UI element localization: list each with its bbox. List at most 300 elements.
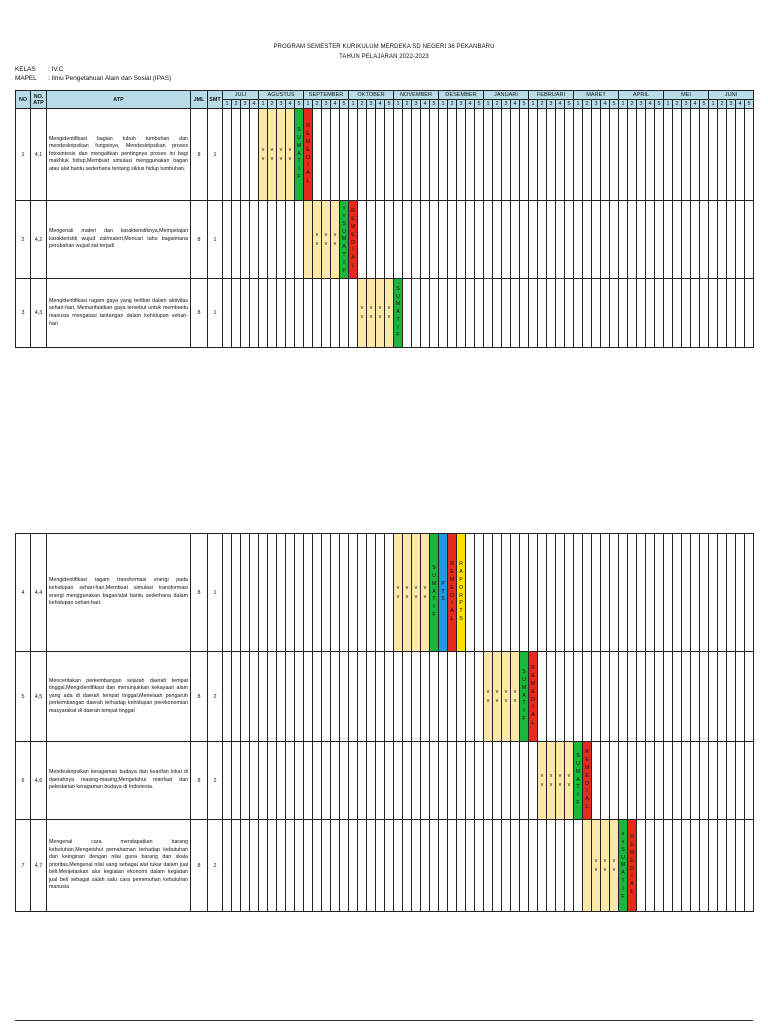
schedule-cell	[736, 279, 745, 348]
schedule-cell	[502, 279, 511, 348]
schedule-cell	[610, 742, 619, 820]
row-atp-number: 4,7	[31, 820, 47, 912]
schedule-cell-marked	[592, 820, 601, 912]
schedule-cell	[592, 652, 601, 742]
week-header: 1	[709, 100, 718, 109]
schedule-cell	[565, 652, 574, 742]
check-mark: v v	[279, 146, 283, 162]
week-header: 1	[664, 100, 673, 109]
schedule-cell	[304, 652, 313, 742]
schedule-cell-marked	[502, 652, 511, 742]
week-header: 4	[691, 100, 700, 109]
schedule-cell	[700, 820, 709, 912]
month-header-november: NOVEMBER	[394, 91, 439, 100]
schedule-cell	[718, 820, 727, 912]
schedule-cell-marked	[286, 109, 295, 201]
row-jml: 8	[191, 279, 208, 348]
schedule-cell	[394, 652, 403, 742]
check-mark: v v	[612, 857, 616, 873]
schedule-cell	[457, 742, 466, 820]
schedule-cell	[646, 652, 655, 742]
schedule-cell	[232, 534, 241, 652]
schedule-cell	[529, 201, 538, 279]
schedule-cell	[385, 534, 394, 652]
schedule-cell	[736, 742, 745, 820]
mark-label-remedial: R E M E D I A L	[305, 123, 311, 184]
schedule-cell	[322, 652, 331, 742]
schedule-cell	[547, 109, 556, 201]
week-header: 3	[637, 100, 646, 109]
schedule-cell	[637, 201, 646, 279]
schedule-cell	[394, 820, 403, 912]
check-mark: v v	[387, 305, 391, 320]
schedule-cell	[241, 652, 250, 742]
schedule-cell	[709, 820, 718, 912]
week-header: 2	[232, 100, 241, 109]
schedule-cell-marked	[331, 201, 340, 279]
schedule-cell	[367, 534, 376, 652]
schedule-cell	[340, 820, 349, 912]
schedule-cell-marked	[403, 534, 412, 652]
month-header-januari: JANUARI	[484, 91, 529, 100]
schedule-cell	[745, 279, 754, 348]
table-row	[16, 742, 754, 820]
schedule-cell	[601, 742, 610, 820]
week-header: 2	[493, 100, 502, 109]
row-smt: 2	[208, 820, 223, 912]
mark-label-sumatif: S U M A T I F	[575, 753, 581, 806]
schedule-cell	[511, 279, 520, 348]
schedule-cell	[628, 652, 637, 742]
schedule-cell	[241, 742, 250, 820]
mark-label-rapor-pts: R A P O R P T S	[458, 561, 464, 622]
schedule-cell	[376, 652, 385, 742]
schedule-cell	[403, 279, 412, 348]
week-header: 5	[655, 100, 664, 109]
schedule-cell	[520, 201, 529, 279]
schedule-cell	[511, 109, 520, 201]
schedule-cell	[421, 201, 430, 279]
schedule-cell-marked	[493, 652, 502, 742]
schedule-cell	[259, 742, 268, 820]
schedule-cell	[394, 201, 403, 279]
schedule-cell-marked	[439, 534, 448, 652]
schedule-cell	[700, 742, 709, 820]
schedule-cell	[736, 820, 745, 912]
schedule-cell	[601, 109, 610, 201]
week-header: 3	[592, 100, 601, 109]
month-header-april: APRIL	[619, 91, 664, 100]
schedule-cell	[430, 652, 439, 742]
schedule-cell	[250, 820, 259, 912]
schedule-cell	[709, 534, 718, 652]
schedule-cell	[349, 820, 358, 912]
schedule-cell	[556, 109, 565, 201]
schedule-cell	[349, 652, 358, 742]
check-mark: v v	[513, 688, 517, 704]
schedule-cell	[421, 109, 430, 201]
schedule-cell	[340, 109, 349, 201]
schedule-cell	[421, 742, 430, 820]
row-jml: 8	[191, 109, 208, 201]
row-atp-description: Mengenal cara mendapatkan barang kebutuhan,Mengetahui pemahaman terhadap kebutuhan dan keinginan dengan nilai guna barang dan skala prioritas,Mengenal nilai uang sebagai alat tukar dalam jual beli,Menjelaskan alur kegiatan ekonomi dalam kegiatan jual beli sebagai salah satu cara pemenuhan kebutuhan manusia	[47, 820, 191, 912]
schedule-cell	[376, 534, 385, 652]
schedule-cell	[349, 534, 358, 652]
schedule-cell	[718, 109, 727, 201]
schedule-cell	[223, 534, 232, 652]
schedule-cell	[628, 279, 637, 348]
schedule-cell	[574, 201, 583, 279]
schedule-cell	[700, 534, 709, 652]
check-mark: v v	[342, 204, 346, 220]
schedule-cell	[448, 201, 457, 279]
schedule-cell	[277, 652, 286, 742]
schedule-cell	[385, 820, 394, 912]
schedule-cell	[691, 109, 700, 201]
schedule-cell	[448, 820, 457, 912]
schedule-cell	[565, 279, 574, 348]
schedule-cell	[727, 820, 736, 912]
schedule-cell	[367, 201, 376, 279]
schedule-cell	[655, 820, 664, 912]
schedule-cell	[610, 109, 619, 201]
schedule-cell	[349, 742, 358, 820]
schedule-cell	[619, 109, 628, 201]
schedule-cell	[232, 201, 241, 279]
schedule-cell	[358, 201, 367, 279]
schedule-cell	[709, 109, 718, 201]
schedule-cell	[646, 742, 655, 820]
month-header-agustus: AGUSTUS	[259, 91, 304, 100]
schedule-cell	[331, 820, 340, 912]
schedule-cell	[745, 742, 754, 820]
schedule-cell	[313, 109, 322, 201]
week-header: 2	[718, 100, 727, 109]
col-header-atp: ATP	[47, 91, 191, 109]
schedule-cell	[673, 820, 682, 912]
check-mark: v v	[558, 772, 562, 788]
schedule-cell	[268, 742, 277, 820]
schedule-cell	[304, 279, 313, 348]
schedule-cell-marked	[547, 742, 556, 820]
schedule-cell	[493, 534, 502, 652]
schedule-cell	[592, 109, 601, 201]
schedule-cell-marked	[538, 742, 547, 820]
schedule-cell	[547, 820, 556, 912]
schedule-cell	[637, 109, 646, 201]
schedule-cell	[340, 279, 349, 348]
month-header-juni: JUNI	[709, 91, 754, 100]
schedule-cell	[547, 534, 556, 652]
week-header: 5	[475, 100, 484, 109]
schedule-cell-marked	[565, 742, 574, 820]
kelas-value: : IV.C	[48, 66, 64, 73]
schedule-cell	[538, 279, 547, 348]
row-atp-number: 4,3	[31, 279, 47, 348]
schedule-cell	[565, 820, 574, 912]
schedule-cell	[367, 742, 376, 820]
schedule-cell	[412, 742, 421, 820]
schedule-cell	[385, 201, 394, 279]
schedule-cell	[727, 109, 736, 201]
month-header-mei: MEI	[664, 91, 709, 100]
week-header: 3	[241, 100, 250, 109]
check-mark: v v	[486, 688, 490, 704]
schedule-cell	[493, 279, 502, 348]
check-mark: v v	[594, 857, 598, 873]
row-number: 5	[16, 652, 31, 742]
schedule-cell	[385, 109, 394, 201]
schedule-cell	[673, 742, 682, 820]
week-header: 3	[412, 100, 421, 109]
schedule-cell	[511, 534, 520, 652]
schedule-cell	[484, 201, 493, 279]
schedule-cell	[313, 279, 322, 348]
schedule-cell	[223, 279, 232, 348]
schedule-cell	[628, 534, 637, 652]
schedule-cell	[304, 742, 313, 820]
schedule-cell	[349, 279, 358, 348]
mark-label-remedial: R E M E D I A L	[449, 561, 455, 622]
week-header: 1	[619, 100, 628, 109]
schedule-cell	[322, 109, 331, 201]
schedule-cell	[646, 201, 655, 279]
schedule-cell	[592, 279, 601, 348]
week-header: 5	[430, 100, 439, 109]
mark-label-sumatif: S U M A T I F	[395, 285, 401, 339]
schedule-cell-marked	[322, 201, 331, 279]
schedule-cell-marked	[448, 534, 457, 652]
schedule-cell	[619, 201, 628, 279]
schedule-cell	[610, 652, 619, 742]
schedule-cell	[484, 820, 493, 912]
schedule-cell	[736, 109, 745, 201]
week-header: 3	[367, 100, 376, 109]
schedule-cell	[232, 109, 241, 201]
schedule-cell	[439, 820, 448, 912]
schedule-cell	[313, 534, 322, 652]
schedule-cell	[394, 742, 403, 820]
week-header: 3	[277, 100, 286, 109]
table-row	[16, 534, 754, 652]
schedule-cell	[466, 820, 475, 912]
week-header: 1	[304, 100, 313, 109]
schedule-cell	[700, 201, 709, 279]
schedule-cell	[367, 820, 376, 912]
schedule-cell	[322, 279, 331, 348]
schedule-cell	[502, 742, 511, 820]
schedule-cell-marked	[304, 201, 313, 279]
week-header: 2	[538, 100, 547, 109]
schedule-cell	[466, 109, 475, 201]
schedule-cell	[583, 652, 592, 742]
schedule-cell	[349, 109, 358, 201]
schedule-cell	[331, 534, 340, 652]
schedule-cell	[268, 820, 277, 912]
schedule-cell	[484, 742, 493, 820]
schedule-cell	[250, 652, 259, 742]
row-atp-description: Menceritakan perkembangan sejarah daerah tempat tinggal,Mengidentifikasi dan menunjukkan kekayaan alam yang ada di daerah tempat tinggal,Menelaah pengaruh perkembangan daerah terhadap kehidupan perekonomian masyarakat di daerah tempat tinggal	[47, 652, 191, 742]
schedule-cell	[304, 534, 313, 652]
schedule-cell	[727, 201, 736, 279]
schedule-cell	[295, 742, 304, 820]
schedule-cell	[556, 820, 565, 912]
check-mark: v v	[378, 305, 382, 320]
schedule-cell	[484, 534, 493, 652]
schedule-cell	[529, 109, 538, 201]
schedule-cell	[601, 652, 610, 742]
schedule-cell	[529, 279, 538, 348]
col-header-smt: SMT	[208, 91, 223, 109]
schedule-cell	[718, 652, 727, 742]
week-header: 4	[601, 100, 610, 109]
table-row	[16, 279, 754, 348]
schedule-cell	[718, 279, 727, 348]
schedule-cell	[241, 820, 250, 912]
schedule-cell	[592, 201, 601, 279]
schedule-cell	[610, 534, 619, 652]
schedule-cell	[439, 201, 448, 279]
schedule-cell	[448, 742, 457, 820]
schedule-cell	[250, 109, 259, 201]
check-mark: v v	[540, 772, 544, 788]
schedule-cell	[403, 109, 412, 201]
schedule-cell	[718, 201, 727, 279]
schedule-cell	[286, 201, 295, 279]
schedule-cell	[286, 742, 295, 820]
schedule-cell	[538, 820, 547, 912]
schedule-cell	[295, 279, 304, 348]
schedule-cell	[259, 820, 268, 912]
schedule-cell	[223, 201, 232, 279]
schedule-cell	[412, 279, 421, 348]
week-header: 1	[259, 100, 268, 109]
week-header: 2	[403, 100, 412, 109]
schedule-cell	[601, 201, 610, 279]
schedule-cell	[403, 652, 412, 742]
schedule-cell	[646, 534, 655, 652]
week-header: 1	[439, 100, 448, 109]
schedule-cell	[241, 534, 250, 652]
check-mark: v v	[315, 231, 319, 247]
schedule-cell	[457, 201, 466, 279]
schedule-cell	[277, 742, 286, 820]
mark-label-pts: P T S	[441, 580, 445, 603]
schedule-cell	[268, 279, 277, 348]
schedule-cell	[520, 534, 529, 652]
schedule-cell	[601, 279, 610, 348]
check-mark: v v	[333, 231, 337, 247]
table-row	[16, 109, 754, 201]
schedule-cell	[583, 534, 592, 652]
week-header: 2	[673, 100, 682, 109]
schedule-cell	[682, 109, 691, 201]
schedule-cell	[295, 820, 304, 912]
schedule-cell	[673, 652, 682, 742]
schedule-cell	[745, 534, 754, 652]
check-mark: v v	[621, 830, 625, 846]
week-header: 5	[700, 100, 709, 109]
schedule-cell	[430, 820, 439, 912]
schedule-cell	[718, 534, 727, 652]
row-jml: 8	[191, 742, 208, 820]
header-row-months	[16, 91, 754, 100]
schedule-cell	[655, 201, 664, 279]
schedule-cell	[376, 109, 385, 201]
row-number: 2	[16, 201, 31, 279]
schedule-cell	[340, 742, 349, 820]
week-header: 5	[565, 100, 574, 109]
schedule-cell	[493, 820, 502, 912]
schedule-cell	[403, 820, 412, 912]
row-atp-description: Mengidentifikasi ragam transformasi energi pada kehidupan sehari-hari,Membuat simulasi transformasi energi menggunakan bagan/alat bantu sederhana dalam kehidupan sehari-hari.	[47, 534, 191, 652]
week-header: 4	[466, 100, 475, 109]
schedule-cell	[682, 820, 691, 912]
schedule-cell	[223, 820, 232, 912]
schedule-cell	[331, 109, 340, 201]
week-header: 5	[745, 100, 754, 109]
schedule-cell	[601, 534, 610, 652]
schedule-cell	[538, 109, 547, 201]
schedule-cell	[628, 201, 637, 279]
schedule-cell	[592, 534, 601, 652]
schedule-cell	[529, 820, 538, 912]
schedule-cell	[520, 279, 529, 348]
schedule-cell	[664, 109, 673, 201]
schedule-cell	[619, 534, 628, 652]
week-header: 4	[421, 100, 430, 109]
schedule-cell	[709, 652, 718, 742]
check-mark: v v	[423, 584, 427, 600]
schedule-cell	[655, 534, 664, 652]
schedule-cell	[655, 742, 664, 820]
schedule-cell	[682, 201, 691, 279]
schedule-cell	[547, 652, 556, 742]
schedule-cell	[475, 534, 484, 652]
schedule-cell	[259, 652, 268, 742]
check-mark: v v	[549, 772, 553, 788]
mapel-value: : Ilmu Pengetahuan Alam dan Sosial (IPAS)	[48, 75, 172, 82]
schedule-cell	[268, 534, 277, 652]
schedule-cell	[637, 534, 646, 652]
row-atp-description: Mengidentifikasi bagian tubuh tumbuhan dan mendeskripsikan fungsinya, Mendeskripsikan proses fotosintesis dan mengaitkan pentingnya proses ini bagi makhluk hidup,Membuat simulasi menggunakan bagan atau alat bantu sederhana tentang siklus hidup tumbuhan.	[47, 109, 191, 201]
schedule-cell	[628, 742, 637, 820]
schedule-cell	[529, 534, 538, 652]
row-atp-description: Mengidentifikasi ragam gaya yang terlibat dalam aktivitas sehari-hari, Memanfaatkan gaya tersebut untuk membantu manusia mengatasi tantangan dalam kehidupan sehari-hari	[47, 279, 191, 348]
mark-label-sumatif: S U M A T I F	[620, 846, 626, 900]
schedule-cell-marked	[394, 279, 403, 348]
schedule-cell-marked	[295, 109, 304, 201]
schedule-cell	[259, 279, 268, 348]
check-mark: v v	[405, 584, 409, 600]
month-header-desember: DESEMBER	[439, 91, 484, 100]
schedule-cell	[736, 201, 745, 279]
schedule-cell	[358, 109, 367, 201]
schedule-cell-marked	[259, 109, 268, 201]
schedule-cell	[322, 820, 331, 912]
schedule-cell	[457, 652, 466, 742]
week-header: 1	[529, 100, 538, 109]
schedule-cell	[574, 534, 583, 652]
row-smt: 1	[208, 534, 223, 652]
kelas-line	[15, 66, 63, 73]
week-header: 2	[628, 100, 637, 109]
schedule-cell-marked	[520, 652, 529, 742]
schedule-cell-marked	[628, 820, 637, 912]
schedule-cell	[673, 534, 682, 652]
row-jml: 8	[191, 534, 208, 652]
schedule-cell	[466, 652, 475, 742]
